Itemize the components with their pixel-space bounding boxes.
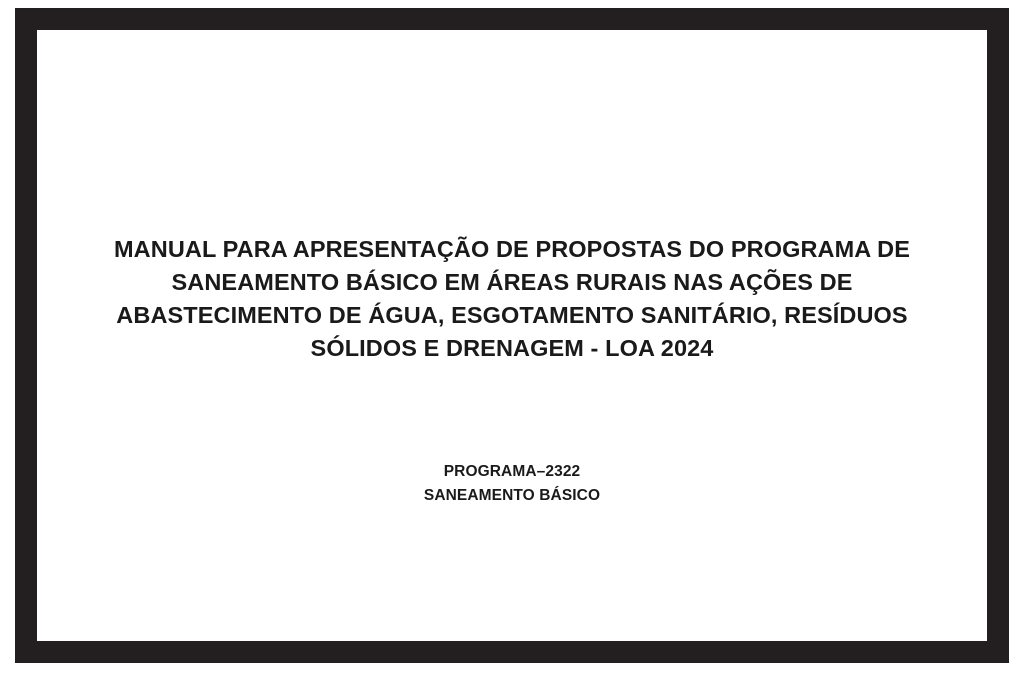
program-code: PROGRAMA–2322 <box>443 463 581 480</box>
document-page <box>37 30 987 641</box>
document-page-border <box>15 8 1009 663</box>
program-block <box>162 460 862 508</box>
program-name: SANEAMENTO BÁSICO <box>423 487 601 504</box>
title-block <box>67 233 957 365</box>
page-title: MANUAL PARA APRESENTAÇÃO DE PROPOSTAS DO PROGRAMA DE SANEAMENTO BÁSICO EM ÁREAS RURAIS NAS AÇÕES DE ABASTECIMENTO DE ÁGUA, ESGOTAMENTO SANITÁRIO, RESÍDUOS SÓLIDOS E DRENAGEM - LOA 2024 <box>114 236 910 361</box>
